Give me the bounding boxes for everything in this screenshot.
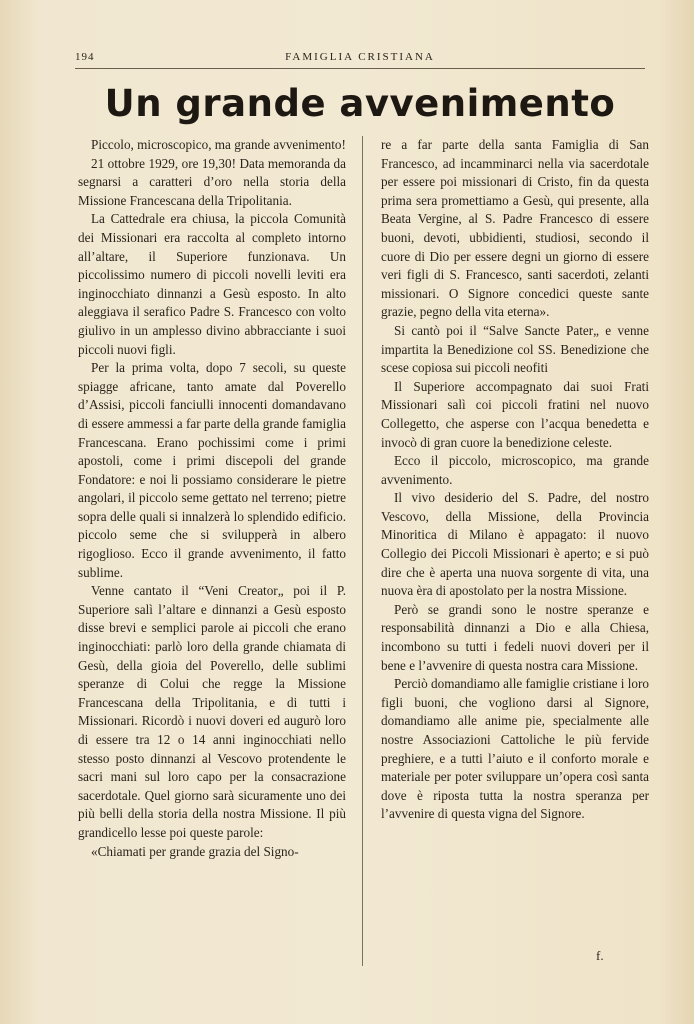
paragraph: re a far parte della santa Famiglia di San Francesco, ad incamminarci nella via sacerdotale per essere poi missionari di Cristo, fin da questa prima sera promettiamo a Gesù, qui presente, alla Beata Vergine, al S. Padre Francesco di essere buoni, devoti, ubbidienti, studiosi, secondo il cuore di Dio per essere degni un giorno di essere veri figli di S. Francesco, santi sacerdoti, zelanti missionari. O Signore concedici queste sante grazie, pegno della vita eterna». bbox=[381, 137, 649, 320]
left-column bbox=[78, 136, 346, 861]
paragraph: 21 ottobre 1929, ore 19,30! Data memoranda da segnarsi a caratteri d’oro nella storia della Missione Francescana della Tripolitania. bbox=[78, 155, 346, 208]
paragraph: «Chiamati per grande grazia del Signo- bbox=[91, 843, 299, 859]
paragraph: Ecco il piccolo, microscopico, ma grande avvenimento. bbox=[381, 453, 649, 487]
paragraph: Il Superiore accompagnato dai suoi Frati Missionari salì coi piccoli fratini nel nuovo Collegetto, che asperse con l’acqua benedetta e invocò di gran cuore la benedizione celeste. bbox=[381, 378, 649, 450]
paragraph: Perciò domandiamo alle famiglie cristiane i loro figli buoni, che vogliono darsi al Signore, domandiamo alle anime pie, specialmente alle nostre Associazioni Cattoliche le più fervide preghiere, e a tutti l’aiuto e il conforto morale e materiale per poter sviluppare un’opera così santa dove è riposta tutta la nostra speranza per l’avvenire di questa vigna del Signore. bbox=[381, 676, 649, 822]
paragraph: Per la prima volta, dopo 7 secoli, su queste spiagge africane, tanto amate dal Poverello d’Assisi, piccoli fanciulli innocenti domandavano di essere ammessi a far parte della grande famiglia Francescana. Erano pochissimi come i primi apostoli, come i primi discepoli del grande Fondatore: e noi li possiamo considerare le pietre angolari, il piccolo seme gettato nel terreno; pietre sopra delle quali si innalzerà lo splendido edificio. piccolo seme che si svilupperà in albero rigoglioso. Ecco il grande avvenimento, il fatto sublime. bbox=[78, 360, 346, 580]
paragraph: Il vivo desiderio del S. Padre, del nostro Vescovo, della Missione, della Provincia Minoritica di Milano è appagato: il nuovo Collegio dei Piccoli Missionari è aperto; e si può dire che è aperta una nuova sorgente di vita, una nuova èra di apostolato per la nostra Missione. bbox=[381, 490, 649, 599]
page-number: 194 bbox=[75, 51, 95, 63]
article-title: Un grande avvenimento bbox=[104, 82, 616, 125]
paragraph: La Cattedrale era chiusa, la piccola Comunità dei Missionari era raccolta al completo intorno all’altare, il Superiore funzionava. Un piccolissimo numero di piccoli novelli leviti era inginocchiato dinnanzi a Gesù esposto. In alto aleggiava il serafico Padre S. Francesco con volto giulivo in un amplesso divino abbracciante i suoi piccoli nuovi figli. bbox=[78, 211, 346, 357]
column-divider bbox=[362, 136, 363, 966]
signature: f. bbox=[596, 948, 604, 963]
paragraph: Venne cantato il “Veni Creator„ poi il P. Superiore salì l’altare e dinnanzi a Gesù esposto disse brevi e semplici parole ai piccoli che erano inginocchiati: parlò loro della grande chiamata di Gesù, della gioia del Poverello, delle sublimi speranze di Colui che regge la Missione Francescana della Tripolitania, e di tutti i Missionari. Ricordò i nuovi doveri ed augurò loro di essere tra 12 o 14 anni inginocchiati nello stesso posto dinnanzi al Vescovo protendente le sacri mani sul loro capo per la consacrazione sacerdotale. Quel giorno sarà sicuramente uno dei più belli della storia della nostra Missione. Il più grandicello lesse poi queste parole: bbox=[78, 583, 346, 840]
journal-name: FAMIGLIA CRISTIANA bbox=[285, 51, 435, 63]
paragraph: Si cantò poi il “Salve Sancte Pater„ e venne impartita la Benedizione col SS. Benedizione che scese copiosa sui piccoli neofiti bbox=[381, 322, 649, 376]
paragraph: Piccolo, microscopico, ma grande avvenimento! bbox=[91, 137, 346, 152]
running-head bbox=[75, 48, 645, 69]
right-column bbox=[381, 136, 649, 824]
paragraph: Però se grandi sono le nostre speranze e responsabilità dinnanzi a Dio e alla Chiesa, incombono su tutti i fedeli nuovi doveri per il bene e l’avvenire di questa nostra cara Missione. bbox=[381, 601, 649, 673]
